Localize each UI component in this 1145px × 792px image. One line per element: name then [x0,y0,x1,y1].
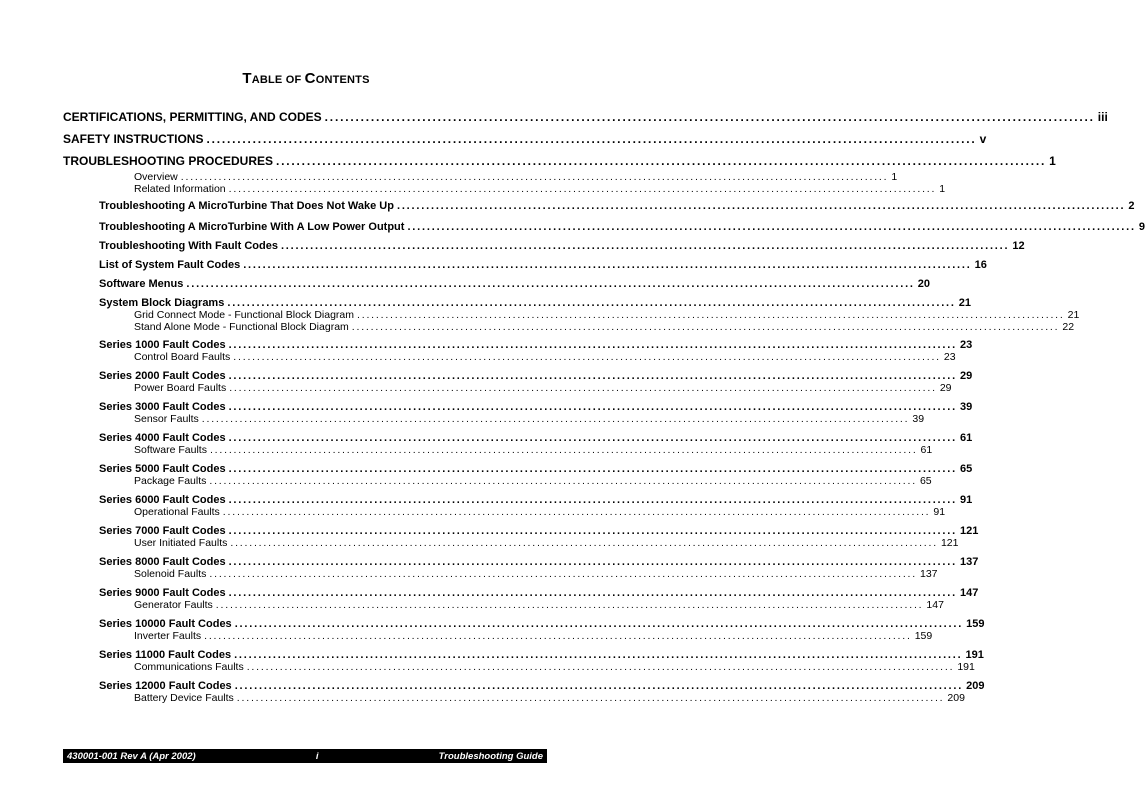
toc-entry-label: Troubleshooting A MicroTurbine With A Low Power Output [99,221,405,233]
toc-page-number: 121 [959,525,979,537]
footer-page-number: i [315,750,319,762]
dot-leader: ...................................................................................................................................................... [186,278,915,290]
toc-entry-stand-alone-mode[interactable] [134,321,1075,333]
dot-leader: ...................................................................................................................................................... [234,618,964,630]
dot-leader: ...................................................................................................................................................... [228,494,957,506]
toc-entry-label: Sensor Faults [134,413,199,425]
toc-entry-label: Series 6000 Fault Codes [99,494,226,506]
toc-page-number: 209 [947,692,965,704]
toc-entry-series-8000[interactable] [99,556,979,568]
toc-entry-sensor-faults[interactable] [134,413,925,425]
toc-page-number: 21 [958,297,972,309]
toc-entry-label: Series 3000 Fault Codes [99,401,226,413]
toc-page-number: 191 [965,649,984,661]
dot-leader: ...................................................................................................................................................... [228,556,957,568]
toc-page-number: 137 [959,556,979,568]
dot-leader: ...................................................................................................................................................... [209,475,917,487]
toc-entry-label: Solenoid Faults [134,568,207,580]
toc-entry-label: Series 7000 Fault Codes [99,525,226,537]
toc-entry-label: CERTIFICATIONS, PERMITTING, AND CODES [63,110,322,124]
toc-entry-inverter-faults[interactable] [134,630,933,642]
dot-leader: ...................................................................................................................................................... [204,630,912,642]
toc-page-number: 1 [1049,154,1056,168]
dot-leader: ...................................................................................................................................................... [227,297,956,309]
toc-entry-series-11000[interactable] [99,649,984,661]
dot-leader: ...................................................................................................................................................... [407,221,1136,233]
toc-entry-series-1000[interactable] [99,339,973,351]
toc-page-number: v [979,132,987,146]
toc-entry-label: Power Board Faults [134,382,227,394]
toc-page-number: iii [1097,110,1108,124]
toc-page-number: 16 [974,259,987,271]
toc-entry-communications-faults[interactable] [134,661,975,673]
toc-entry-not-wake-up[interactable] [99,200,1135,212]
page-footer [63,749,547,763]
toc-page-number: 1 [939,183,946,195]
toc-entry-related-information[interactable] [134,183,946,195]
toc-entry-power-board-faults[interactable] [134,382,952,394]
toc-page-number: 20 [917,278,931,290]
toc-entry-label: TROUBLESHOOTING PROCEDURES [63,154,274,168]
toc-entry-label: Generator Faults [134,599,213,611]
toc-entry-system-fault-codes[interactable] [99,259,987,271]
toc-entry-series-5000[interactable] [99,463,973,475]
toc-entry-label: Series 8000 Fault Codes [99,556,226,568]
dot-leader: ...................................................................................................................................................... [280,240,1010,252]
toc-page-number: 147 [926,599,944,611]
toc-page-number: 61 [959,432,973,444]
toc-entry-safety-instructions[interactable] [63,132,987,146]
toc-entry-solenoid-faults[interactable] [134,568,938,580]
toc-page-number: 21 [1067,309,1080,321]
toc-entry-label: Series 5000 Fault Codes [99,463,226,475]
toc-entry-grid-connect-mode[interactable] [134,309,1080,321]
dot-leader: ...................................................................................................................................................... [276,154,1047,168]
toc-page-number: 29 [939,382,952,394]
toc-entry-series-7000[interactable] [99,525,979,537]
toc-entry-software-menus[interactable] [99,278,931,290]
toc-page-number: 65 [919,475,932,487]
toc-page-number: 12 [1012,240,1025,252]
toc-entry-label: Series 4000 Fault Codes [99,432,226,444]
toc-entry-package-faults[interactable] [134,475,932,487]
toc-page-number: 23 [943,351,956,363]
toc-page-number: 39 [912,413,925,425]
footer-doc-id: 430001-001 Rev A (Apr 2002) [67,750,196,762]
dot-leader: ...................................................................................................................................................... [229,382,937,394]
toc-entry-label: Related Information [134,183,226,195]
page-title: TABLE OF CONTENTS [242,70,370,87]
toc-entry-label: Series 11000 Fault Codes [99,649,232,661]
toc-page-number: 29 [959,370,973,382]
toc-page-number: 159 [966,618,985,630]
toc-entry-label: Inverter Faults [134,630,202,642]
toc-entry-label: Communications Faults [134,661,244,673]
toc-entry-label: Battery Device Faults [134,692,234,704]
toc-entry-overview[interactable] [134,171,898,183]
dot-leader: ...................................................................................................................................................... [233,351,941,363]
toc-page-number: 137 [919,568,938,580]
toc-entry-series-3000[interactable] [99,401,973,413]
toc-entry-series-10000[interactable] [99,618,985,630]
toc-entry-generator-faults[interactable] [134,599,944,611]
dot-leader: ...................................................................................................................................................... [228,432,957,444]
toc-page-number: 23 [959,339,973,351]
toc-entry-label: List of System Fault Codes [99,259,241,271]
toc-entry-label: Series 10000 Fault Codes [99,618,232,630]
toc-entry-label: Grid Connect Mode - Functional Block Diagram [134,309,355,321]
toc-entry-series-9000[interactable] [99,587,979,599]
toc-entry-series-6000[interactable] [99,494,973,506]
dot-leader: ...................................................................................................................................................... [324,110,1095,124]
dot-leader: ...................................................................................................................................................... [228,463,957,475]
dot-leader: ...................................................................................................................................................... [228,183,937,195]
toc-entry-label: SAFETY INSTRUCTIONS [63,132,204,146]
dot-leader: ...................................................................................................................................................... [234,680,964,692]
toc-page-number: 61 [920,444,933,456]
toc-entry-operational-faults[interactable] [134,506,946,518]
toc-entry-fault-codes-troubleshooting[interactable] [99,240,1025,252]
footer-doc-title: Troubleshooting Guide [438,750,543,762]
dot-leader: ...................................................................................................................................................... [396,200,1126,212]
toc-page-number: 39 [959,401,973,413]
toc-entry-label: Series 2000 Fault Codes [99,370,226,382]
toc-entry-label: Overview [134,171,178,183]
toc-entry-label: Series 12000 Fault Codes [99,680,232,692]
dot-leader: ...................................................................................................................................................... [180,171,889,183]
toc-entry-label: Software Faults [134,444,207,456]
toc-entry-software-faults[interactable] [134,444,933,456]
dot-leader: ...................................................................................................................................................... [243,259,972,271]
toc-page-number: 91 [933,506,946,518]
toc-entry-certifications[interactable] [63,110,1108,124]
dot-leader: ...................................................................................................................................................... [230,537,938,549]
dot-leader: ...................................................................................................................................................... [228,525,957,537]
toc-page-number: 159 [914,630,933,642]
toc-entry-label: Control Board Faults [134,351,231,363]
toc-entry-label: Troubleshooting A MicroTurbine That Does Not Wake Up [99,200,394,212]
toc-entry-label: User Initiated Faults [134,537,228,549]
dot-leader: ...................................................................................................................................................... [246,661,955,673]
toc-entry-troubleshooting-procedures[interactable] [63,154,1056,168]
dot-leader: ...................................................................................................................................................... [228,587,957,599]
toc-entry-battery-device-faults[interactable] [134,692,965,704]
dot-leader: ...................................................................................................................................................... [228,401,957,413]
toc-page-number: 191 [957,661,975,673]
dot-leader: ...................................................................................................................................................... [215,599,924,611]
toc-page-number: 147 [959,587,979,599]
dot-leader: ...................................................................................................................................................... [206,132,977,146]
toc-entry-label: Package Faults [134,475,207,487]
toc-page-number: 9 [1138,221,1145,233]
dot-leader: ...................................................................................................................................................... [228,339,957,351]
toc-entry-label: Software Menus [99,278,184,290]
toc-page-number: 121 [940,537,959,549]
toc-entry-series-4000[interactable] [99,432,973,444]
toc-page-number: 22 [1062,321,1075,333]
dot-leader: ...................................................................................................................................................... [228,370,957,382]
toc-page-number: 65 [959,463,973,475]
dot-leader: ...................................................................................................................................................... [201,413,910,425]
toc-entry-label: System Block Diagrams [99,297,225,309]
toc-entry-label: Troubleshooting With Fault Codes [99,240,278,252]
dot-leader: ...................................................................................................................................................... [222,506,931,518]
toc-entry-label: Series 1000 Fault Codes [99,339,226,351]
toc-page-number: 2 [1128,200,1135,212]
toc-entry-label: Operational Faults [134,506,220,518]
toc-entry-series-12000[interactable] [99,680,985,692]
toc-entry-label: Series 9000 Fault Codes [99,587,226,599]
dot-leader: ...................................................................................................................................................... [351,321,1060,333]
toc-entry-series-2000[interactable] [99,370,973,382]
dot-leader: ...................................................................................................................................................... [236,692,945,704]
toc-entry-low-power-output[interactable] [99,221,1145,233]
toc-page-number: 91 [959,494,973,506]
dot-leader: ...................................................................................................................................................... [209,444,918,456]
dot-leader: ...................................................................................................................................................... [234,649,963,661]
toc-entry-label: Stand Alone Mode - Functional Block Diagram [134,321,349,333]
toc-entry-control-board-faults[interactable] [134,351,956,363]
dot-leader: ...................................................................................................................................................... [357,309,1065,321]
toc-page-number: 1 [891,171,898,183]
toc-entry-user-initiated-faults[interactable] [134,537,959,549]
dot-leader: ...................................................................................................................................................... [209,568,917,580]
toc-entry-system-block-diagrams[interactable] [99,297,972,309]
toc-page-number: 209 [966,680,985,692]
